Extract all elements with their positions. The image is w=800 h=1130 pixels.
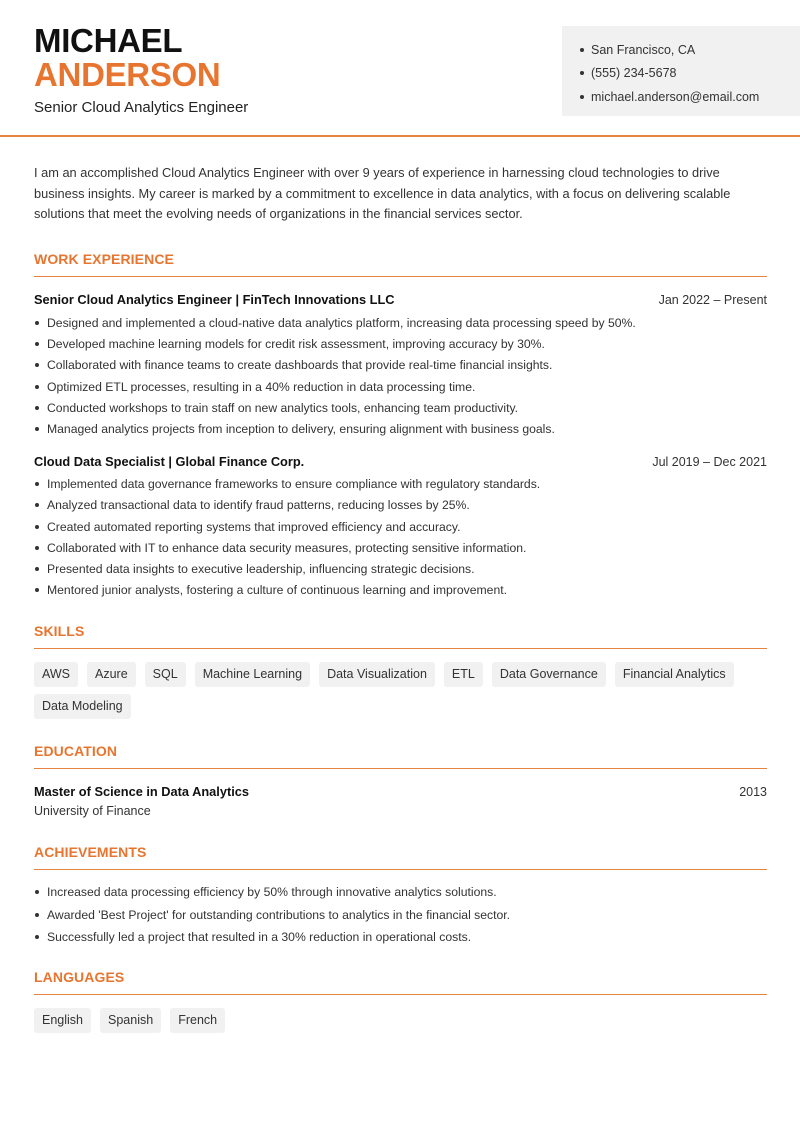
bullet-text: Collaborated with IT to enhance data security measures, protecting sensitive information. [47, 540, 527, 555]
skill-tag: Data Visualization [319, 662, 435, 687]
bullet-text: Mentored junior analysts, fostering a culture of continuous learning and improvement. [47, 583, 507, 598]
school: University of Finance [34, 803, 151, 818]
resume-header [0, 0, 800, 137]
list-item [34, 495, 767, 516]
bullet-icon [35, 342, 39, 346]
skill-tag: AWS [34, 662, 78, 687]
job-header [34, 454, 767, 469]
bullet-text: Implemented data governance frameworks to ensure compliance with regulatory standards. [47, 477, 541, 492]
language-tag: French [170, 1008, 225, 1033]
bullet-icon [35, 427, 39, 431]
job-bullets [34, 313, 767, 440]
candidate-name [34, 24, 220, 91]
bullet-icon [35, 363, 39, 367]
list-item [34, 418, 767, 439]
list-item [34, 926, 767, 949]
job-entry [34, 454, 767, 601]
job-dates: Jul 2019 – Dec 2021 [652, 454, 767, 469]
bullet-text: Increased data processing efficiency by 50% through innovative analytics solutions. [47, 885, 497, 899]
bullet-text: Designed and implemented a cloud-native data analytics platform, increasing data processing speed by 50%. [47, 316, 636, 331]
degree: Master of Science in Data Analytics [34, 783, 250, 799]
language-tags [34, 1008, 767, 1033]
bullet-text: Presented data insights to executive leadership, influencing strategic decisions. [47, 561, 475, 576]
section-title-achievements: ACHIEVEMENTS [34, 844, 767, 870]
email-text: michael.anderson@email.com [591, 89, 760, 104]
education-header [34, 784, 767, 799]
list-item [34, 355, 767, 376]
section-title-education: EDUCATION [34, 743, 767, 769]
list-item [34, 881, 767, 904]
section-title-work: WORK EXPERIENCE [34, 251, 767, 277]
bullet-text: Developed machine learning models for credit risk assessment, improving accuracy by 30%. [47, 337, 545, 352]
list-item [34, 334, 767, 355]
skill-tag: Azure [87, 662, 136, 687]
bullet-text: Created automated reporting systems that improved efficiency and accuracy. [47, 519, 461, 534]
list-item [34, 376, 767, 397]
phone-text: (555) 234-5678 [591, 66, 677, 81]
contact-box [562, 26, 800, 116]
bullet-text: Collaborated with finance teams to create dashboards that provide real-time financial insights. [47, 358, 553, 373]
graduation-year: 2013 [739, 784, 767, 799]
language-tag: English [34, 1008, 91, 1033]
skill-tag: Data Governance [492, 662, 606, 687]
bullet-icon [35, 321, 39, 325]
first-name: MICHAEL [34, 22, 183, 59]
bullet-text: Awarded 'Best Project' for outstanding contributions to analytics in the financial sector. [47, 907, 511, 922]
bullet-icon [35, 890, 39, 894]
bullet-icon [35, 567, 39, 571]
education-entry [34, 784, 767, 818]
list-item [34, 558, 767, 579]
skill-tag: SQL [145, 662, 186, 687]
list-item [34, 903, 767, 926]
bullet-text: Analyzed transactional data to identify fraud patterns, reducing losses by 25%. [47, 498, 470, 513]
job-role: Cloud Data Specialist | Global Finance Corp. [34, 453, 305, 469]
bullet-icon [580, 48, 584, 52]
bullet-icon [580, 71, 584, 75]
bullet-icon [35, 525, 39, 529]
job-role: Senior Cloud Analytics Engineer | FinTech Innovations LLC [34, 291, 395, 307]
list-item [34, 474, 767, 495]
contact-email [580, 85, 800, 109]
section-title-languages: LANGUAGES [34, 969, 767, 995]
bullet-text: Optimized ETL processes, resulting in a 40% reduction in data processing time. [47, 379, 476, 394]
last-name: ANDERSON [34, 56, 221, 93]
bullet-text: Successfully led a project that resulted in a 30% reduction in operational costs. [47, 930, 472, 944]
list-item [34, 516, 767, 537]
job-bullets [34, 474, 767, 601]
job-title: Senior Cloud Analytics Engineer [34, 99, 249, 116]
summary-paragraph: I am an accomplished Cloud Analytics Engineer with over 9 years of experience in harnessing cloud technologies to drive business insights. My career is marked by a commitment to excellence in data analytics, with a focus on delivering scalable solutions that meet the evolving needs of organizations in the financial services sector. [34, 165, 731, 221]
job-entry [34, 292, 767, 440]
list-item [34, 397, 767, 418]
bullet-icon [35, 546, 39, 550]
bullet-text: Managed analytics projects from inception to delivery, ensuring alignment with business goals. [47, 422, 555, 437]
achievements-list [34, 881, 767, 949]
list-item [34, 537, 767, 558]
list-item [34, 313, 767, 334]
bullet-icon [35, 935, 39, 939]
skills-tags [34, 662, 767, 719]
list-item [34, 580, 767, 601]
bullet-icon [35, 588, 39, 592]
skill-tag: Data Modeling [34, 694, 131, 719]
contact-location [580, 38, 800, 62]
location-text: San Francisco, CA [591, 42, 696, 57]
language-tag: Spanish [100, 1008, 161, 1033]
bullet-icon [35, 406, 39, 410]
contact-phone [580, 62, 800, 86]
resume-body [0, 163, 800, 1033]
job-header [34, 292, 767, 307]
bullet-text: Conducted workshops to train staff on new analytics tools, enhancing team productivity. [47, 400, 519, 415]
job-dates: Jan 2022 – Present [658, 292, 767, 307]
section-title-skills: SKILLS [34, 623, 767, 649]
skill-tag: ETL [444, 662, 483, 687]
skill-tag: Machine Learning [195, 662, 310, 687]
skill-tag: Financial Analytics [615, 662, 734, 687]
bullet-icon [35, 385, 39, 389]
bullet-icon [580, 95, 584, 99]
bullet-icon [35, 482, 39, 486]
bullet-icon [35, 503, 39, 507]
bullet-icon [35, 913, 39, 917]
